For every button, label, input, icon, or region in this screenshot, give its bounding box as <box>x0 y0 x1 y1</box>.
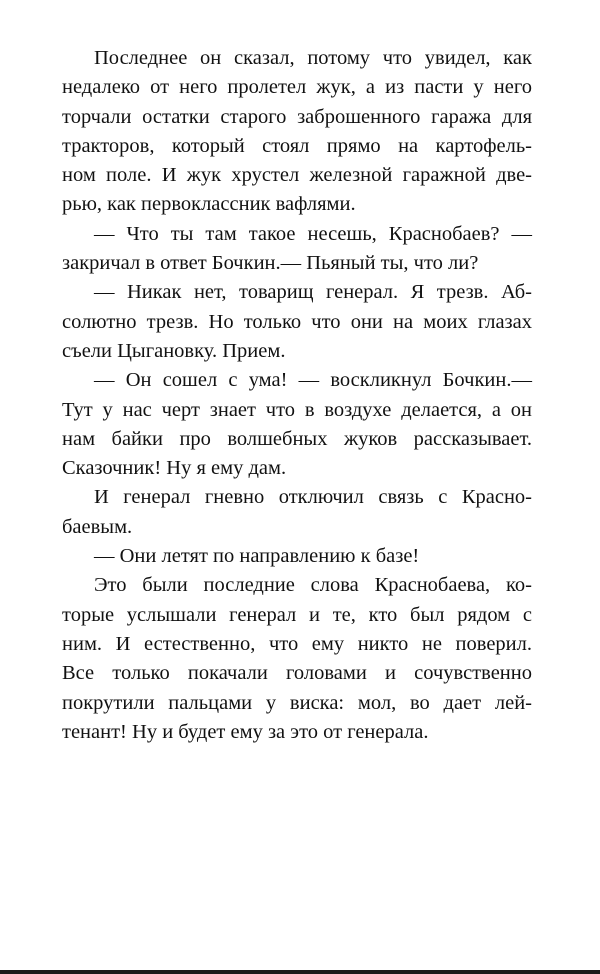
text-line: рью, как первоклассник вафлями. <box>62 193 356 216</box>
text-line: Все только покачали головами и сочувственно <box>62 662 532 685</box>
text-line: недалеко от него пролетел жук, а из пасти у него <box>62 76 532 99</box>
text-line: Это были последние слова Краснобаева, ко- <box>94 574 532 597</box>
text-line: — Они летят по направлению к базе! <box>94 545 420 568</box>
text-line: солютно трезв. Но только что они на моих глазах <box>62 310 532 333</box>
text-line: торчали остатки старого заброшенного гаража для <box>62 105 532 128</box>
text-line: — Он сошел с ума! — воскликнул Бочкин.— <box>94 369 532 392</box>
text-line: торые услышали генерал и те, кто был рядом с <box>62 603 532 626</box>
text-line: И генерал гневно отключил связь с Красно- <box>94 486 532 509</box>
text-line: Последнее он сказал, потому что увидел, как <box>94 47 532 69</box>
text-line: покрутили пальцами у виска: мол, во дает лей- <box>62 691 532 714</box>
text-line: — Никак нет, товарищ генерал. Я трезв. Аб- <box>94 281 532 304</box>
text-line: ном поле. И жук хрустел железной гаражной две- <box>62 164 532 187</box>
text-line: Сказочник! Ну я ему дам. <box>62 457 287 480</box>
text-line: съели Цыгановку. Прием. <box>62 339 286 362</box>
text-line: нам байки про волшебных жуков рассказывает. <box>62 427 532 450</box>
text-line: тенант! Ну и будет ему за это от генерала. <box>62 720 429 743</box>
book-page-text <box>62 44 532 747</box>
text-line: — Что ты там такое несешь, Краснобаев? — <box>94 222 532 245</box>
page-bottom-edge <box>0 970 600 974</box>
text-line: закричал в ответ Бочкин.— Пьяный ты, что ли? <box>62 252 479 275</box>
text-line: Тут у нас черт знает что в воздухе делается, а он <box>62 398 532 421</box>
text-line: тракторов, который стоял прямо на картофель- <box>62 134 532 157</box>
text-line: баевым. <box>62 515 133 538</box>
text-line: ним. И естественно, что ему никто не поверил. <box>62 632 532 655</box>
